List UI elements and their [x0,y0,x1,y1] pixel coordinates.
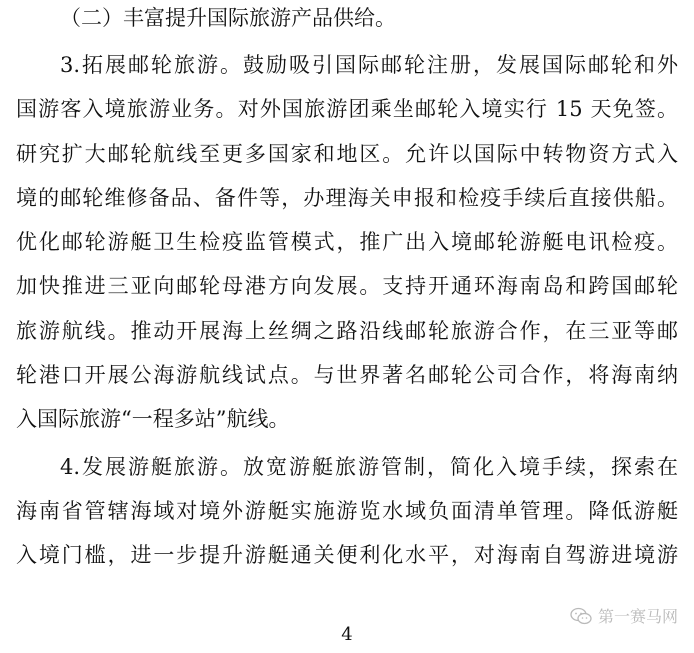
wechat-icon [570,607,592,625]
paragraph-3-line-6: 加快推进三亚向邮轮母港方向发展。支持开通环海南岛和跨国邮轮 [16,274,678,298]
paragraph-3-line-7: 旅游航线。推动开展海上丝绸之路沿线邮轮旅游合作，在三亚等邮 [16,319,678,343]
paragraph-4-line-3: 入境门槛，进一步提升游艇通关便利化水平，对海南自驾游进境游 [16,543,678,567]
paragraph-3-line-8: 轮港口开展公海游航线试点。与世界著名邮轮公司合作，将海南纳 [16,363,678,387]
paragraph-3-line-4: 境的邮轮维修备品、备件等，办理海关申报和检疫手续后直接供船。 [16,186,678,210]
section-heading: （二）丰富提升国际旅游产品供给。 [60,6,396,30]
paragraph-4-line-2: 海南省管辖海域对境外游艇实施游览水域负面清单管理。降低游艇 [16,499,678,523]
paragraph-3-line-3: 研究扩大邮轮航线至更多国家和地区。允许以国际中转物资方式入 [16,142,678,166]
paragraph-3-line-5: 优化邮轮游艇卫生检疫监管模式，推广出入境邮轮游艇电讯检疫。 [16,230,678,254]
page-number: 4 [341,624,353,645]
paragraph-3-line-9: 入国际旅游“一程多站”航线。 [16,407,290,431]
paragraph-3-line-1: 3.拓展邮轮旅游。鼓励吸引国际邮轮注册，发展国际邮轮和外 [60,53,678,77]
watermark [570,604,678,627]
paragraph-3-line-2: 国游客入境旅游业务。对外国旅游团乘坐邮轮入境实行 15 天免签。 [16,97,678,121]
paragraph-4-line-1: 4.发展游艇旅游。放宽游艇旅游管制，简化入境手续，探索在 [60,455,678,479]
watermark-text: 第一赛马网 [597,607,678,626]
